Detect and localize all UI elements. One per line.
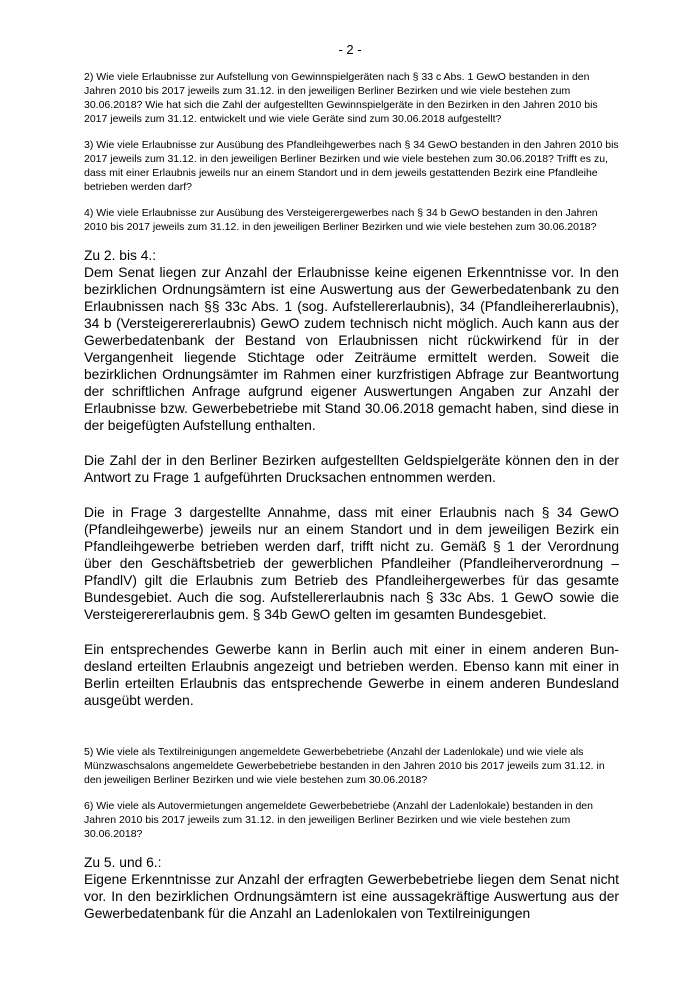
answer-paragraph: Eigene Erkenntnisse zur Anzahl der erfragten Gewerbebetriebe liegen dem Senat nicht vor. In den bezirklichen Ordnungsämtern ist eine aussagekräftige Auswertung aus der Gewerbedatenbank für die Anzahl an Ladenlokalen von Textilreinigungen	[84, 872, 619, 921]
question-4: 4) Wie viele Erlaubnisse zur Ausübung des Versteigerergewerbes nach § 34 b GewO bestanden in den Jahren 2010 bis 2017 jeweils zum 31.12. in den jeweiligen Berliner Bezirken und wie viele bestehen zum 30.06.2018?	[84, 207, 598, 233]
answer-paragraph: Ein entsprechendes Gewerbe kann in Berlin auch mit einer in einem anderen Bundesland erteilten Erlaubnis angezeigt und betrieben werden. Ebenso kann mit einer in Berlin erteilten Erlaubnis das entsprechende Gewerbe in einem anderen Bundesland ausgeübt werden.	[84, 642, 619, 708]
document-body	[84, 70, 619, 922]
answer-heading-5-6: Zu 5. und 6.:	[84, 855, 162, 870]
answer-paragraph: Die in Frage 3 dargestellte Annahme, dass mit einer Erlaubnis nach § 34 GewO (Pfandleihgewerbe) jeweils nur an einem Standort und in dem jeweiligen Bezirk ein Pfandleihgewerbe betrieben werden darf, trifft nicht zu. Gemäß § 1 der Verordnung über den Geschäftsbetrieb der gewerblichen Pfandleiher (Pfandleiherverordnung – PfandlV) gilt die Erlaubnis zum Betrieb des Pfandleihergewerbes für das gesamte Bundesgebiet. Auch die sog. Aufstellererlaubnis nach § 33c Abs. 1 GewO sowie die Versteigerererlaubnis gem. § 34b GewO gelten im gesamten Bundesgebiet.	[84, 505, 619, 622]
question-2: 2) Wie viele Erlaubnisse zur Aufstellung von Gewinnspielgeräten nach § 33 c Abs. 1 GewO bestanden in den Jahren 2010 bis 2017 jeweils zum 31.12. in den jeweiligen Berliner Bezirken und wie viele bestehen zum 30.06.2018? Wie hat sich die Zahl der aufgestellten Gewinnspielgeräte in den Bezirken in den Jahren 2010 bis 2017 jeweils zum 31.12. entwickelt und wie viele Geräte sind zum 30.06.2018 aufgestellt?	[84, 71, 598, 125]
answer-paragraph: Die Zahl der in den Berliner Bezirken aufgestellten Geldspielgeräte können den in der Antwort zu Frage 1 aufgeführten Drucksachen entnommen werden.	[84, 453, 619, 485]
answer-heading-2-4: Zu 2. bis 4.:	[84, 248, 157, 263]
question-5: 5) Wie viele als Textilreinigungen angemeldete Gewerbebetriebe (Anzahl der Ladenlokale) und wie viele als Münzwaschsalons angemeldete Gewerbebetriebe bestanden in den Jahren 2010 bis 2017 jeweils zum 31.12. in den jeweiligen Berliner Bezirken und wie viele bestehen zum 30.06.2018?	[84, 746, 605, 786]
question-3: 3) Wie viele Erlaubnisse zur Ausübung des Pfandleihgewerbes nach § 34 GewO bestanden in den Jahren 2010 bis 2017 jeweils zum 31.12. in den jeweiligen Berliner Bezirken und wie viele bestehen zum 30.06.2018? Trifft es zu, dass mit einer Erlaubnis jeweils nur an einem Standort und in dem jeweils gestattenden Bezirk eine Pfandleihe betrieben werden darf?	[84, 139, 619, 193]
page-number: - 2 -	[338, 42, 362, 57]
answer-paragraph: Dem Senat liegen zur Anzahl der Erlaubnisse keine eigenen Erkenntnisse vor. In den bezirklichen Ordnungsämtern ist eine Auswertung aus der Gewerbedatenbank zu den Erlaubnissen nach §§ 33c Abs. 1 (sog. Aufstellererlaubnis), 34 (Pfandleihererlaubnis), 34 b (Versteigerererlaubnis) GewO zudem technisch nicht möglich. Auch kann aus der Gewerbedatenbank der Bestand von Erlaubnissen nicht rückwirkend für in der Vergangenheit liegende Stichtage oder Zeiträume ermittelt werden. Soweit die bezirklichen Ordnungsämter im Rahmen einer kurzfristigen Abfrage zur Beantwortung der schriftlichen Anfrage aufgrund eigener Auswertungen Angaben zur Anzahl der Erlaubnisse bzw. Gewerbebetriebe mit Stand 30.06.2018 gemacht haben, sind diese in der beigefügten Aufstellung enthalten.	[84, 265, 619, 433]
question-6: 6) Wie viele als Autovermietungen angemeldete Gewerbebetriebe (Anzahl der Ladenlokale) bestanden in den Jahren 2010 bis 2017 jeweils zum 31.12. in den jeweiligen Berliner Bezirken und wie viele bestehen zum 30.06.2018?	[84, 800, 593, 840]
